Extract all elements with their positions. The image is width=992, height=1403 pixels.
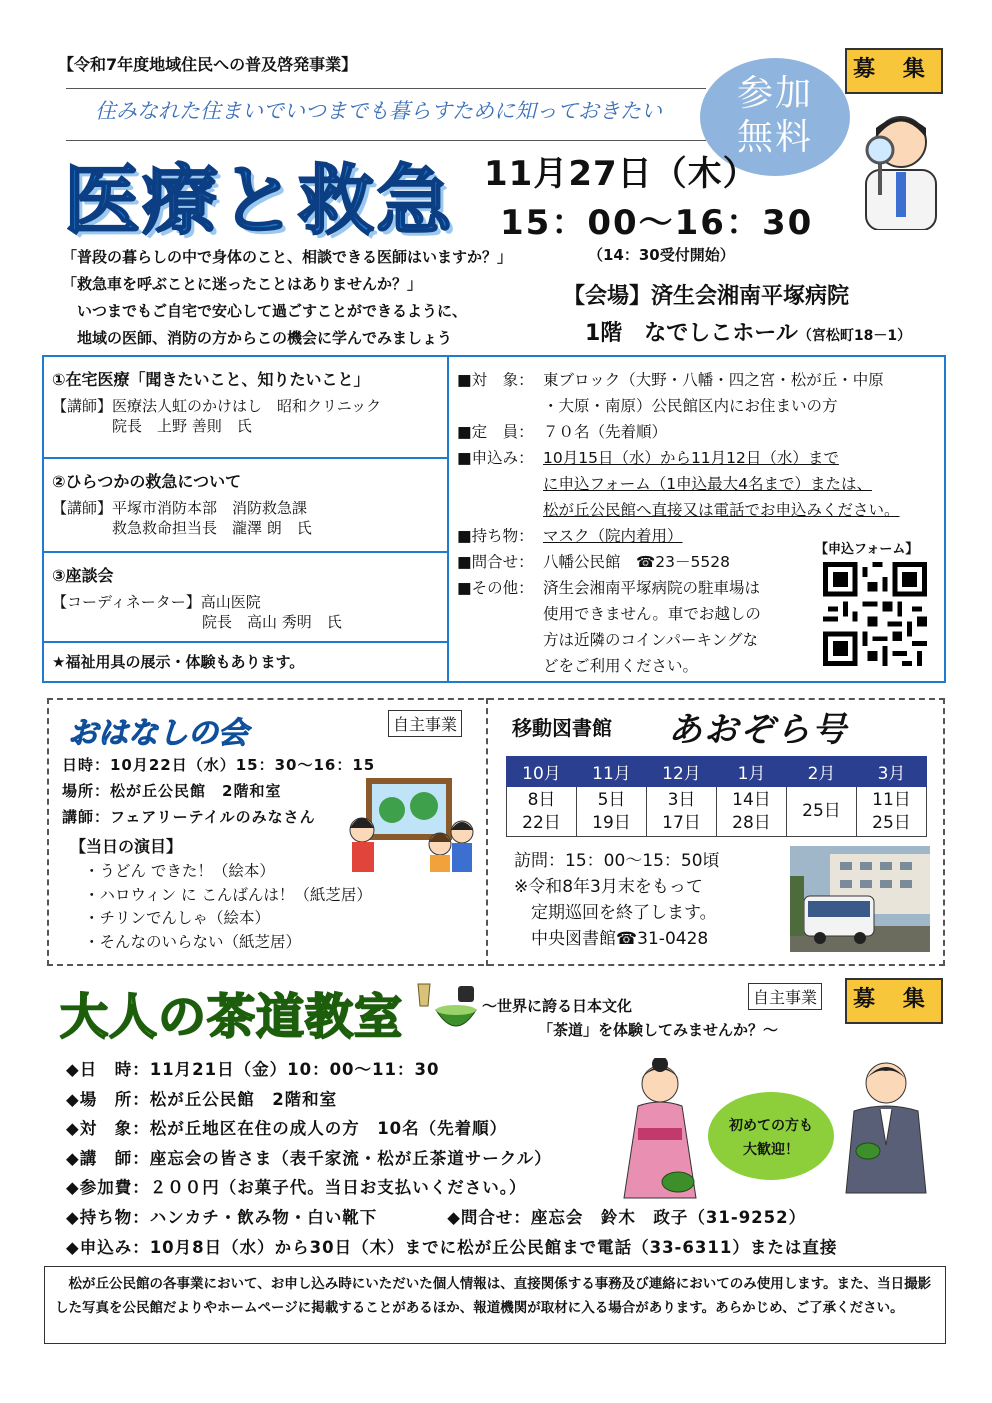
schedule-days bbox=[507, 787, 577, 837]
detail-capacity bbox=[457, 419, 942, 445]
event-time: 15：00～16：30 bbox=[500, 203, 814, 243]
detail-key: ■対 象： bbox=[457, 371, 534, 389]
schedule-month: 3月 bbox=[857, 757, 927, 787]
doctor-illustration bbox=[856, 100, 946, 230]
detail-key: ■持ち物： bbox=[457, 527, 534, 545]
tea-bowl-icon bbox=[410, 980, 480, 1040]
recruit-badge: 募 集 bbox=[845, 978, 943, 1024]
intro-line: 「救急車を呼ぶことに迷ったことはありませんか？」 bbox=[62, 275, 423, 293]
library-label: 移動図書館 bbox=[512, 716, 612, 740]
self-run-badge: 自主事業 bbox=[388, 710, 462, 737]
storytime-info-line: 日時：10月22日（水）15：30～16：15 bbox=[62, 756, 376, 774]
schedule-days-row bbox=[507, 787, 927, 837]
program-item: ・うどん できた！（絵本） bbox=[84, 862, 275, 880]
schedule-day: 8日 bbox=[527, 789, 556, 810]
schedule-days bbox=[717, 787, 787, 837]
schedule-header-row bbox=[507, 757, 927, 787]
detail-value: 使用できません。車でお越しの bbox=[543, 605, 761, 623]
schedule-day: 17日 bbox=[662, 812, 701, 833]
tea-sub-line: 「茶道」を体験してみませんか？～ bbox=[538, 1021, 779, 1039]
storytime-title: おはなしの会 bbox=[68, 716, 248, 751]
venue-address: （宮松町18－1） bbox=[797, 328, 912, 344]
library-bus-name: あおぞら号 bbox=[668, 710, 848, 750]
tea-detail-line: ◆参加費：２００円（お菓子代。当日お支払いください。） bbox=[66, 1178, 527, 1198]
library-schedule bbox=[506, 756, 927, 837]
program-heading: 【当日の演目】 bbox=[70, 837, 183, 856]
schedule-month: 2月 bbox=[787, 757, 857, 787]
schedule-month: 1月 bbox=[717, 757, 787, 787]
schedule-day: 28日 bbox=[732, 812, 771, 833]
lecture-list bbox=[44, 357, 449, 681]
schedule-month: 10月 bbox=[507, 757, 577, 787]
detail-key: ■問合せ： bbox=[457, 553, 534, 571]
free-line2: 無料 bbox=[736, 117, 813, 158]
detail-value: 八幡公民館 ☎23－5528 bbox=[543, 553, 730, 571]
visit-line: ※令和8年3月末をもって bbox=[514, 877, 703, 897]
welcome-line1: 初めての方も bbox=[729, 1118, 813, 1134]
venue-hall-name: 1階 なでしこホール bbox=[585, 321, 798, 346]
schedule-days bbox=[857, 787, 927, 837]
tea-detail-line: ◆講 師：座忘会の皆さま（表千家流・松が丘茶道サークル） bbox=[66, 1148, 552, 1168]
detail-key: ■定 員： bbox=[457, 423, 534, 441]
reception-time: （14：30受付開始） bbox=[588, 246, 735, 264]
schedule-day: 25日 bbox=[802, 801, 841, 821]
self-run-badge: 自主事業 bbox=[748, 983, 822, 1010]
storytime-info bbox=[62, 752, 375, 830]
visit-line: 中央図書館☎31-0428 bbox=[514, 929, 709, 949]
lecture-item bbox=[44, 553, 447, 643]
lecture-line: 救急救命担当長 瀧澤 朗 氏 bbox=[52, 519, 312, 537]
schedule-day: 11日 bbox=[872, 789, 911, 810]
tea-title: 大人の茶道教室 bbox=[60, 989, 404, 1045]
welcome-bubble bbox=[708, 1092, 834, 1180]
event-date: 11月27日（木） bbox=[484, 154, 758, 194]
storytime-info-line: 講師：フェアリーテイルのみなさん bbox=[62, 808, 316, 826]
schedule-day: 19日 bbox=[592, 812, 631, 833]
detail-value: 方は近隣のコインパーキングな bbox=[543, 631, 758, 649]
lecture-heading: ③座談会 bbox=[52, 566, 114, 585]
lecture-item bbox=[44, 459, 447, 553]
schedule-month: 12月 bbox=[647, 757, 717, 787]
tea-detail-line: ◆場 所：松が丘公民館 2階和室 bbox=[66, 1089, 338, 1109]
lecture-line: 院長 上野 善則 氏 bbox=[52, 417, 252, 435]
header-rule-top bbox=[66, 88, 706, 89]
lecture-line: 【講師】平塚市消防本部 消防救急課 bbox=[52, 499, 308, 517]
bus-photo bbox=[790, 846, 930, 952]
intro-line: 「普段の暮らしの中で身体のこと、相談できる医師はいますか？」 bbox=[62, 248, 513, 266]
schedule-month: 11月 bbox=[577, 757, 647, 787]
schedule-days bbox=[577, 787, 647, 837]
lecture-heading: ②ひらつかの救急について bbox=[52, 472, 242, 491]
lecture-item bbox=[44, 357, 447, 459]
program-item: ・チリンでんしゃ（絵本） bbox=[84, 909, 271, 927]
program-tag: 【令和7年度地域住民への普及啓発事業】 bbox=[58, 55, 358, 74]
detail-value: ７０名（先着順） bbox=[543, 423, 668, 441]
tea-detail-line: ◆持ち物：ハンカチ・飲み物・白い靴下 ◆問合せ：座忘会 鈴木 政子（31-9252） bbox=[66, 1207, 807, 1227]
lecture-box bbox=[42, 355, 946, 683]
tea-subtitle bbox=[482, 994, 778, 1042]
intro-line: 地域の医師、消防の方からこの機会に学んでみましょう bbox=[62, 329, 453, 347]
detail-value: 松が丘公民館へ直接又は電話でお申込みください。 bbox=[543, 501, 900, 519]
schedule-day: 5日 bbox=[597, 789, 626, 810]
schedule-days bbox=[647, 787, 717, 837]
lecture-line: 院長 高山 秀明 氏 bbox=[52, 613, 342, 631]
schedule-day: 22日 bbox=[522, 812, 561, 833]
kimono-woman-illustration bbox=[612, 1058, 704, 1206]
lecture-heading: ①在宅医療「聞きたいこと、知りたいこと」 bbox=[52, 370, 370, 389]
venue-hall bbox=[585, 316, 911, 347]
schedule-day: 14日 bbox=[732, 789, 771, 810]
intro-text bbox=[62, 244, 512, 352]
lecture-line: 【講師】医療法人虹のかけはし 昭和クリニック bbox=[52, 397, 382, 415]
schedule-days bbox=[787, 787, 857, 837]
schedule-day: 25日 bbox=[872, 812, 911, 833]
tea-detail-line: ◆日 時：11月21日（金）10：00～11：30 bbox=[66, 1060, 440, 1079]
welcome-line2: 大歓迎！ bbox=[743, 1142, 799, 1158]
tea-detail-line: ◆申込み：10月8日（水）から30日（木）までに松が丘公民館まで電話（33-6311）または直接 bbox=[66, 1237, 838, 1257]
recruit-badge: 募 集 bbox=[845, 48, 943, 94]
detail-value: マスク（院内着用） bbox=[543, 527, 683, 545]
tea-sub-line: ～世界に誇る日本文化 bbox=[482, 997, 633, 1015]
lecture-line: 【コーディネーター】高山医院 bbox=[52, 593, 261, 611]
detail-key: ■その他： bbox=[457, 579, 534, 597]
program-item: ・そんなのいらない（紙芝居） bbox=[84, 932, 302, 951]
dashed-divider bbox=[486, 698, 488, 966]
privacy-notice: 松が丘公民館の各事業において、お申し込み時にいただいた個人情報は、直接関係する事務及び連絡においてのみ使用します。また、当日撮影した写真を公民館だよりやホームページに掲載することがあるほか、報道機関が取材に入る場合があります。あらかじめ、ご了承ください。 bbox=[44, 1266, 946, 1344]
detail-value: 東ブロック（大野・八幡・四之宮・松が丘・中原 bbox=[543, 371, 884, 389]
main-title: 医療と救急 bbox=[64, 156, 454, 245]
program-list bbox=[84, 860, 372, 954]
detail-value: に申込フォーム（1申込最大4名まで）または、 bbox=[543, 475, 872, 493]
visit-line: 定期巡回を終了します。 bbox=[514, 903, 717, 923]
detail-value: 10月15日（水）から11月12日（水）まで bbox=[543, 449, 839, 467]
venue-name: 【会場】済生会湘南平塚病院 bbox=[563, 284, 850, 309]
detail-value: どをご利用ください。 bbox=[543, 657, 699, 675]
detail-value: 済生会湘南平塚病院の駐車場は bbox=[543, 579, 761, 597]
detail-key: ■申込み： bbox=[457, 449, 534, 467]
free-line1: 参加 bbox=[736, 73, 813, 114]
subtitle: 住みなれた住まいでいつまでも暮らすために知っておきたい bbox=[95, 99, 662, 123]
visit-line: 訪問：15：00～15：50頃 bbox=[514, 851, 720, 871]
kimono-man-illustration bbox=[840, 1055, 932, 1195]
detail-apply bbox=[457, 445, 942, 523]
intro-line: いつまでもご自宅で安心して過ごすことができるように、 bbox=[62, 302, 468, 320]
detail-target bbox=[457, 367, 942, 419]
tea-detail-line: ◆対 象：松が丘地区在住の成人の方 10名（先着順） bbox=[66, 1119, 508, 1139]
storytime-info-line: 場所：松が丘公民館 2階和室 bbox=[62, 782, 282, 800]
lecture-note: ★福祉用具の展示・体験もあります。 bbox=[52, 653, 305, 671]
schedule-day: 3日 bbox=[667, 789, 696, 810]
qr-code[interactable] bbox=[823, 562, 927, 666]
program-item: ・ハロウィン に こんばんは！（紙芝居） bbox=[84, 885, 372, 904]
qr-label: 【申込フォーム】 bbox=[815, 542, 919, 557]
library-visit-info bbox=[514, 848, 720, 952]
detail-value: ・大原・南原）公民館区内にお住まいの方 bbox=[543, 397, 838, 415]
kids-illustration bbox=[348, 772, 476, 872]
